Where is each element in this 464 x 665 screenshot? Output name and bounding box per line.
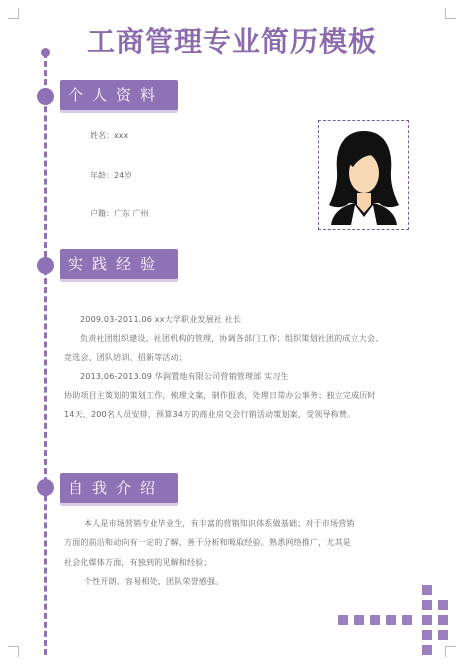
corner-mark-bottom-left (8, 646, 19, 657)
profile-photo (318, 120, 409, 230)
practice-line: 14天，200名人员安排，预算34万的商业房交会行销活动策划案，受领导称赞。 (64, 410, 356, 419)
decor-square (422, 615, 432, 625)
decor-square (338, 615, 348, 625)
decor-square (386, 615, 396, 625)
timeline-dot-practice (37, 257, 54, 274)
practice-line: 协助项目主策划的策划工作，梳理文案，制作报表，处理日常办公事务；独立完成历时 (64, 391, 376, 400)
intro-line: 个性开朗，容易相处，团队荣誉感强。 (84, 577, 224, 586)
decor-square (422, 645, 432, 655)
decor-square (438, 600, 448, 610)
profile-age: 年龄：24岁 (90, 171, 133, 180)
practice-line: 2013.06-2013.09 华润置地有限公司营销管理部 实习生 (80, 372, 289, 381)
section-header-intro: 自我介绍 (60, 473, 178, 503)
decor-square (422, 585, 432, 595)
practice-line: 负责社团组织建设，社团机构的管理，协调各部门工作；组织策划社团的成立大会、 (80, 334, 384, 343)
section-header-practice: 实践经验 (60, 249, 178, 279)
practice-line: 2009.03-2011.06 xx大学职业发展社 社长 (80, 315, 242, 324)
page-title: 工商管理专业简历模板 (86, 25, 377, 58)
intro-line: 社会化媒体方面，有独到的见解和经验； (64, 558, 212, 567)
decor-square (354, 615, 364, 625)
decor-square (422, 630, 432, 640)
profile-hukou: 户籍：广东 广州 (90, 209, 149, 218)
timeline-line (44, 52, 47, 655)
intro-line: 方面的前沿和动向有一定的了解，善于分析和吸取经验。熟悉网络推广，尤其是 (64, 538, 351, 547)
decor-square (370, 615, 380, 625)
corner-mark-top-left (8, 8, 19, 19)
practice-line: 竞选会、团队培训、招新等活动； (64, 353, 187, 362)
profile-name: 姓名：xxx (90, 131, 129, 140)
corner-mark-top-right (445, 8, 456, 19)
decor-square (422, 600, 432, 610)
timeline-start-dot (41, 48, 50, 57)
decor-square (438, 630, 448, 640)
timeline-dot-profile (37, 88, 54, 105)
intro-line: 本人是市场营销专业毕业生，有丰富的营销知识体系做基础；对于市场营销 (84, 519, 355, 528)
decor-square (438, 615, 448, 625)
section-header-profile: 个人资料 (60, 80, 178, 110)
decor-square (402, 615, 412, 625)
female-avatar-icon (323, 127, 405, 225)
decorative-squares (338, 585, 464, 665)
timeline-dot-intro (37, 479, 54, 496)
